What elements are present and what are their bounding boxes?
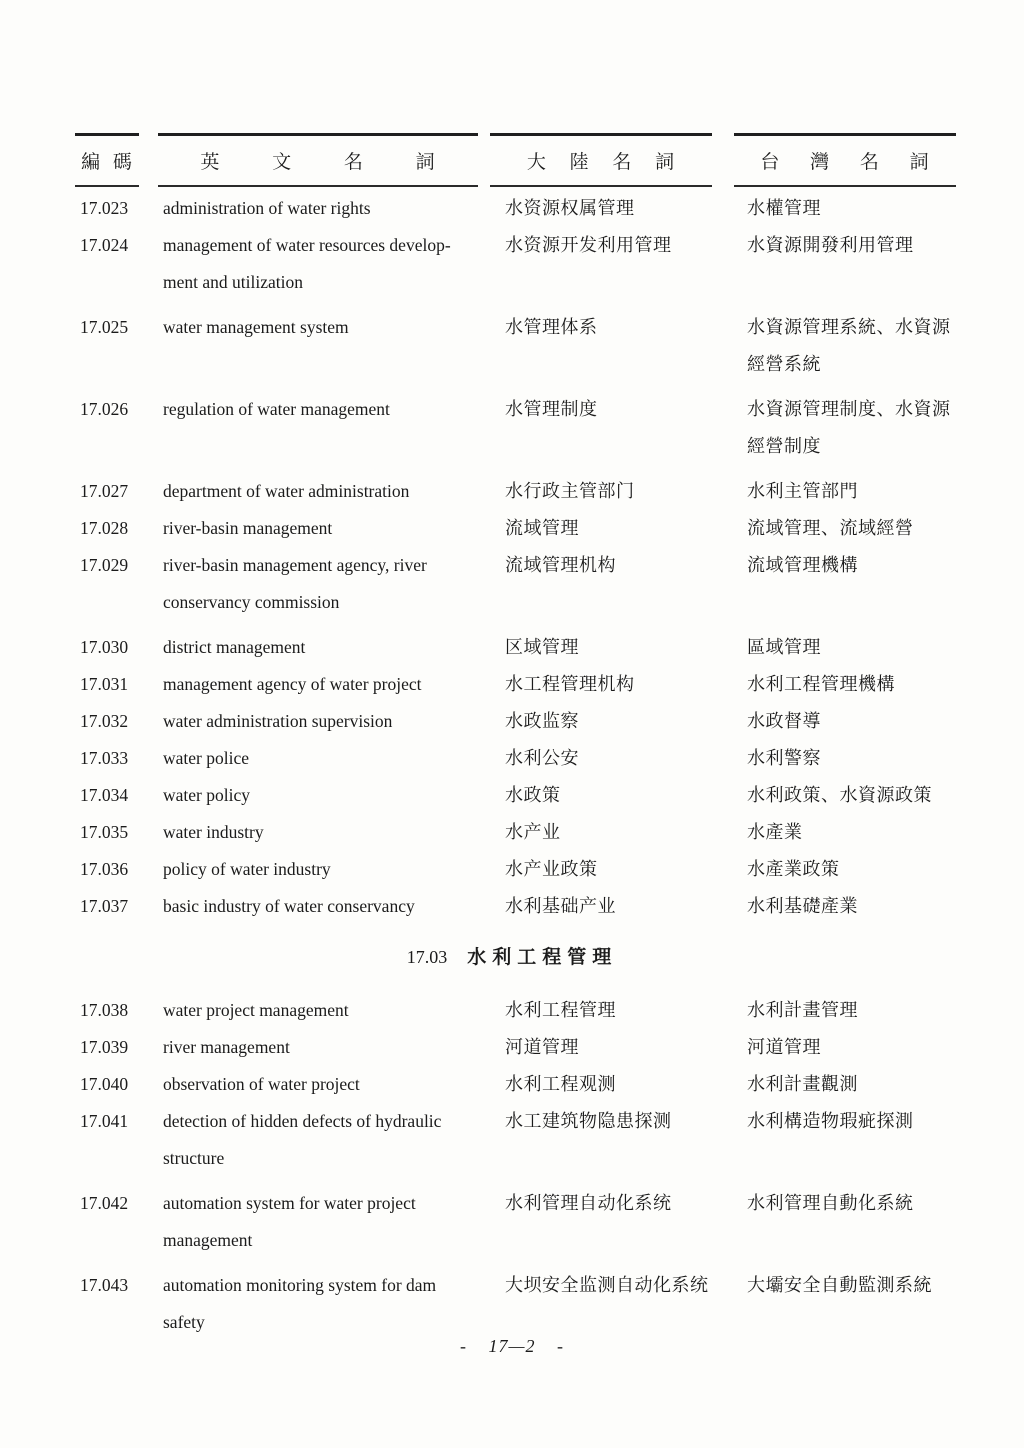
term-english: administration of water rights <box>163 198 371 218</box>
column-header-code-label: 編 碼 <box>81 152 133 173</box>
term-taiwan: 水利計畫觀測 <box>747 1074 858 1094</box>
term-mainland: 水行政主管部门 <box>505 481 635 501</box>
table-row <box>0 1029 1024 1066</box>
table-row <box>0 309 1024 383</box>
term-english: water administration supervision <box>163 711 393 731</box>
term-mainland: 水政监察 <box>505 711 579 731</box>
table-row <box>0 1185 1024 1259</box>
term-english: automation system for water project management <box>163 1193 416 1250</box>
term-taiwan: 水產業 <box>747 822 803 842</box>
term-mainland: 水产业政策 <box>505 859 598 879</box>
term-code: 17.031 <box>80 674 129 694</box>
term-taiwan: 水資源管理制度、水資源 經營制度 <box>747 399 951 456</box>
term-mainland: 水资源开发利用管理 <box>505 235 672 255</box>
term-english: river-basin management agency, river conservancy commission <box>163 555 427 612</box>
term-mainland: 水利基础产业 <box>505 896 616 916</box>
table-row <box>0 510 1024 547</box>
term-code: 17.037 <box>80 896 129 916</box>
page-number: - 17—2 - <box>460 1336 564 1356</box>
term-mainland: 区域管理 <box>505 637 579 657</box>
term-mainland: 水资源权属管理 <box>505 198 635 218</box>
term-english: basic industry of water conservancy <box>163 896 415 916</box>
table-row <box>0 391 1024 465</box>
term-code: 17.029 <box>80 555 129 575</box>
table-row <box>0 1103 1024 1177</box>
term-code: 17.027 <box>80 481 129 501</box>
term-code: 17.026 <box>80 399 129 419</box>
table-row <box>0 190 1024 227</box>
term-english: management of water resources develop- ment and utilization <box>163 235 451 292</box>
term-english: district management <box>163 637 306 657</box>
term-code: 17.039 <box>80 1037 129 1057</box>
term-mainland: 水利管理自动化系统 <box>505 1193 672 1213</box>
table-row <box>0 629 1024 666</box>
term-code: 17.035 <box>80 822 129 842</box>
term-english: department of water administration <box>163 481 410 501</box>
term-taiwan: 水權管理 <box>747 198 821 218</box>
term-code: 17.038 <box>80 1000 129 1020</box>
term-code: 17.041 <box>80 1111 129 1131</box>
term-mainland: 水利公安 <box>505 748 579 768</box>
term-taiwan: 區域管理 <box>747 637 821 657</box>
term-taiwan: 水利警察 <box>747 748 821 768</box>
term-english: regulation of water management <box>163 399 390 419</box>
term-taiwan: 河道管理 <box>747 1037 821 1057</box>
term-taiwan: 水利主管部門 <box>747 481 858 501</box>
table-row <box>0 814 1024 851</box>
column-header-english-label: 英 文 名 詞 <box>200 152 436 173</box>
term-taiwan: 大壩安全自動監測系統 <box>747 1275 932 1295</box>
term-taiwan: 流域管理、流域經營 <box>747 518 914 538</box>
term-code: 17.033 <box>80 748 129 768</box>
term-mainland: 水管理制度 <box>505 399 598 419</box>
section-code: 17.03 <box>406 947 448 967</box>
term-code: 17.024 <box>80 235 129 255</box>
term-english: water policy <box>163 785 250 805</box>
term-english: water management system <box>163 317 349 337</box>
column-header-code <box>75 133 139 187</box>
term-taiwan: 水產業政策 <box>747 859 840 879</box>
table-row <box>0 703 1024 740</box>
column-header-taiwan <box>734 133 956 187</box>
table-row <box>0 851 1024 888</box>
term-mainland: 水利工程观测 <box>505 1074 616 1094</box>
term-code: 17.042 <box>80 1193 129 1213</box>
table-row <box>0 740 1024 777</box>
term-english: water industry <box>163 822 264 842</box>
column-header-mainland <box>490 133 712 187</box>
column-header-english <box>158 133 478 187</box>
term-mainland: 水工建筑物隐患探测 <box>505 1111 672 1131</box>
term-code: 17.032 <box>80 711 129 731</box>
term-code: 17.023 <box>80 198 129 218</box>
section-title: 水利工程管理 <box>467 947 618 968</box>
glossary-rows <box>0 190 1024 1349</box>
table-row <box>0 1066 1024 1103</box>
column-header-taiwan-label: 台 灣 名 詞 <box>760 152 930 173</box>
table-row <box>0 888 1024 925</box>
term-taiwan: 水利構造物瑕疵探測 <box>747 1111 914 1131</box>
term-code: 17.034 <box>80 785 129 805</box>
table-row <box>0 227 1024 301</box>
table-row <box>0 1267 1024 1341</box>
term-english: river-basin management <box>163 518 333 538</box>
section-heading <box>0 939 1024 976</box>
column-header-mainland-label: 大 陸 名 詞 <box>526 152 676 173</box>
term-english: policy of water industry <box>163 859 331 879</box>
term-taiwan: 水利計畫管理 <box>747 1000 858 1020</box>
term-taiwan: 水資源開發利用管理 <box>747 235 914 255</box>
term-code: 17.025 <box>80 317 129 337</box>
term-code: 17.030 <box>80 637 129 657</box>
term-mainland: 水管理体系 <box>505 317 598 337</box>
term-mainland: 水产业 <box>505 822 561 842</box>
term-mainland: 河道管理 <box>505 1037 579 1057</box>
term-mainland: 水利工程管理 <box>505 1000 616 1020</box>
term-english: automation monitoring system for dam safety <box>163 1275 437 1332</box>
term-taiwan: 流域管理機構 <box>747 555 858 575</box>
term-taiwan: 水政督導 <box>747 711 821 731</box>
term-taiwan: 水資源管理系統、水資源 經營系統 <box>747 317 951 374</box>
table-row <box>0 777 1024 814</box>
term-english: water project management <box>163 1000 349 1020</box>
term-mainland: 水政策 <box>505 785 561 805</box>
term-english: detection of hidden defects of hydraulic structure <box>163 1111 442 1168</box>
term-code: 17.040 <box>80 1074 129 1094</box>
term-english: management agency of water project <box>163 674 422 694</box>
term-code: 17.036 <box>80 859 129 879</box>
term-mainland: 水工程管理机构 <box>505 674 635 694</box>
term-taiwan: 水利管理自動化系統 <box>747 1193 914 1213</box>
term-taiwan: 水利工程管理機構 <box>747 674 895 694</box>
term-mainland: 大坝安全监测自动化系统 <box>505 1275 709 1295</box>
table-row <box>0 473 1024 510</box>
table-row <box>0 547 1024 621</box>
term-english: river management <box>163 1037 290 1057</box>
term-mainland: 流域管理机构 <box>505 555 616 575</box>
term-mainland: 流域管理 <box>505 518 579 538</box>
table-row <box>0 992 1024 1029</box>
term-taiwan: 水利基礎產業 <box>747 896 858 916</box>
term-taiwan: 水利政策、水資源政策 <box>747 785 932 805</box>
term-english: water police <box>163 748 249 768</box>
term-code: 17.028 <box>80 518 129 538</box>
term-english: observation of water project <box>163 1074 360 1094</box>
table-row <box>0 666 1024 703</box>
term-code: 17.043 <box>80 1275 129 1295</box>
